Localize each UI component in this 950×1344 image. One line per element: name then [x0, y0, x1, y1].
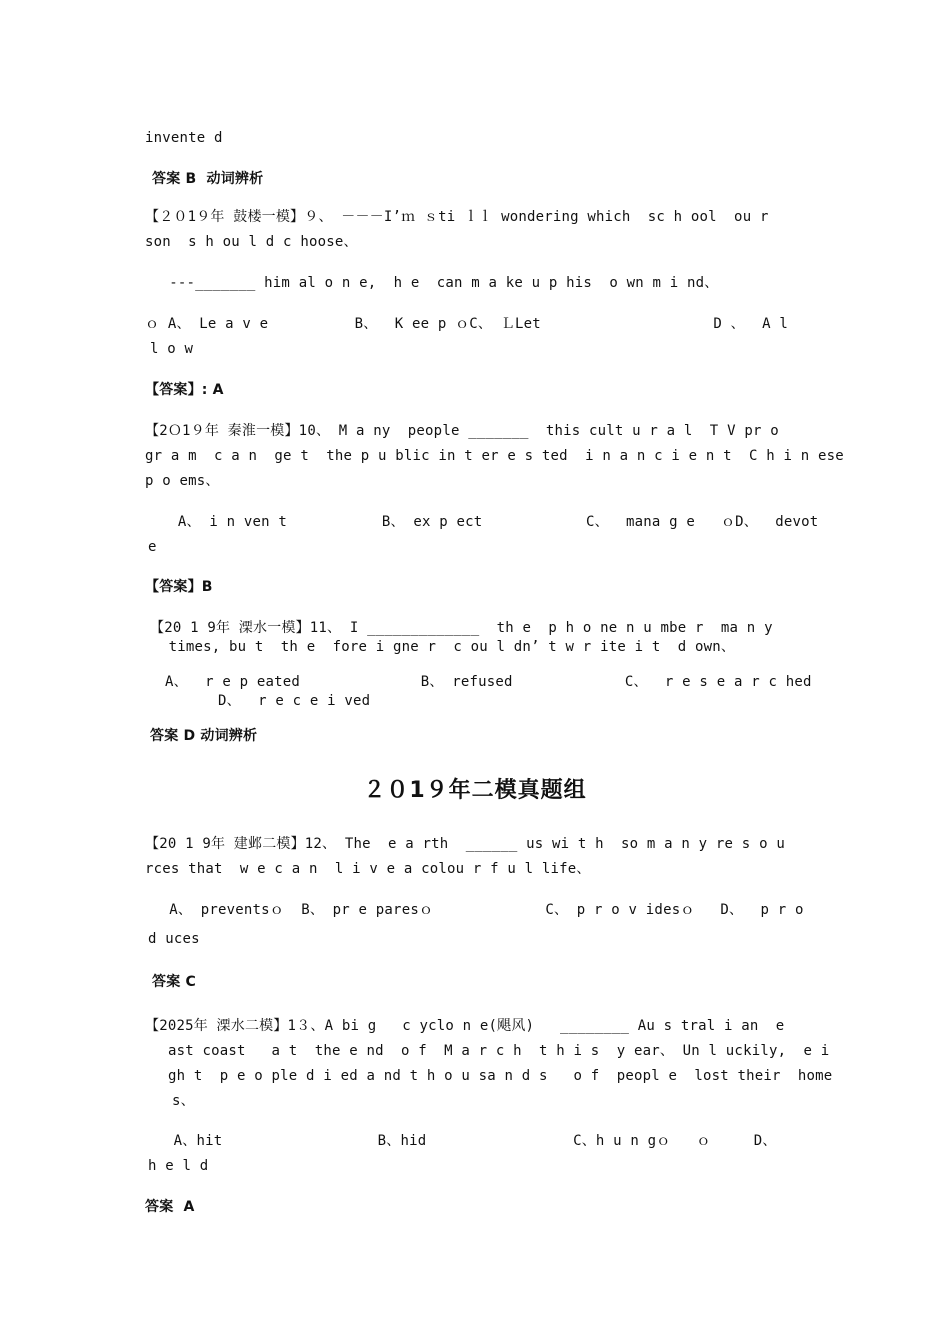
text-line: invente d	[145, 130, 223, 146]
answer-line: 【答案】B	[145, 579, 213, 595]
options-line: ｏ A、 Le a v e B、 K ee p ｏC、 ＬLet D 、 A l	[145, 316, 789, 332]
options-line: D、 r e c e i ved	[218, 693, 371, 709]
question-line: rces that w e c a n l i v e a colou r f u l life、	[145, 861, 591, 877]
section-title: ２０1９年二模真题组	[363, 778, 587, 803]
options-line: A、 i n ven t B、 ex p ect C、 mana g e ｏD、 devot	[152, 514, 819, 530]
options-line: d uces	[148, 931, 200, 947]
question-line: s、	[172, 1093, 195, 1109]
question-line: 【２０1９年 鼓楼一模】９、 －－－I’ｍ ｓti ｌｌ wondering which sc h ool ou r	[145, 209, 769, 225]
options-line: e	[148, 539, 157, 555]
question-line: p o ems、	[145, 473, 220, 489]
answer-line: 【答案】: A	[145, 382, 224, 398]
options-line: h e l d	[148, 1158, 209, 1174]
answer-line: 答案 D 动词辨析	[150, 728, 258, 744]
options-line: A、 preventsｏ B、 pr e paresｏ C、 p r o v idesｏ D、 p r o	[152, 902, 804, 918]
question-line: 【2025年 溧水二模】1３、A bi g c yclo n e(飓风) ________ Au s tral i an e	[145, 1018, 785, 1034]
question-line: 【20 1 9年 溧水一模】11、 I _____________ th e p h o ne n u mbe r ma n y	[150, 620, 773, 636]
question-line: times, bu t th e fore i gne r c ou l dn’ t w r ite i t d own、	[160, 639, 736, 655]
options-line: A、hit B、hid C、h u n gｏ ｏ D、	[165, 1133, 777, 1149]
answer-line: 答案 C	[152, 974, 196, 990]
question-line: son s h ou l d c hoose、	[145, 234, 358, 250]
question-line: gh t p e o ple d i ed a nd t h o u sa n d s o f peopl e lost their home	[168, 1068, 833, 1084]
answer-line: 答案 A	[145, 1199, 195, 1215]
question-line: 【20 1 9年 建邺二模】12、 The e a rth ______ us wi t h so m a n y re s o u	[145, 836, 785, 852]
options-line: l o w	[150, 341, 194, 357]
answer-line: 答案 B 动词辨析	[152, 171, 264, 187]
question-line: gr a m c a n ge t the p u blic in t er e s ted i n a n c i e n t C h i n ese	[145, 448, 844, 464]
options-line: A、 r e p eated B、 refused C、 r e s e a r c hed	[165, 674, 812, 690]
question-line: ---_______ him al o n e, h e can m a ke u p his o wn m i nd、	[152, 275, 719, 291]
question-line: 【2Ｏ1９年 秦淮一模】10、 M a ny people _______ this cult u r a l T V pr o	[145, 423, 779, 439]
question-line: ast coast a t the e nd o f M a r c h t h i s y ear、 Un l uckily, e i	[168, 1043, 830, 1059]
